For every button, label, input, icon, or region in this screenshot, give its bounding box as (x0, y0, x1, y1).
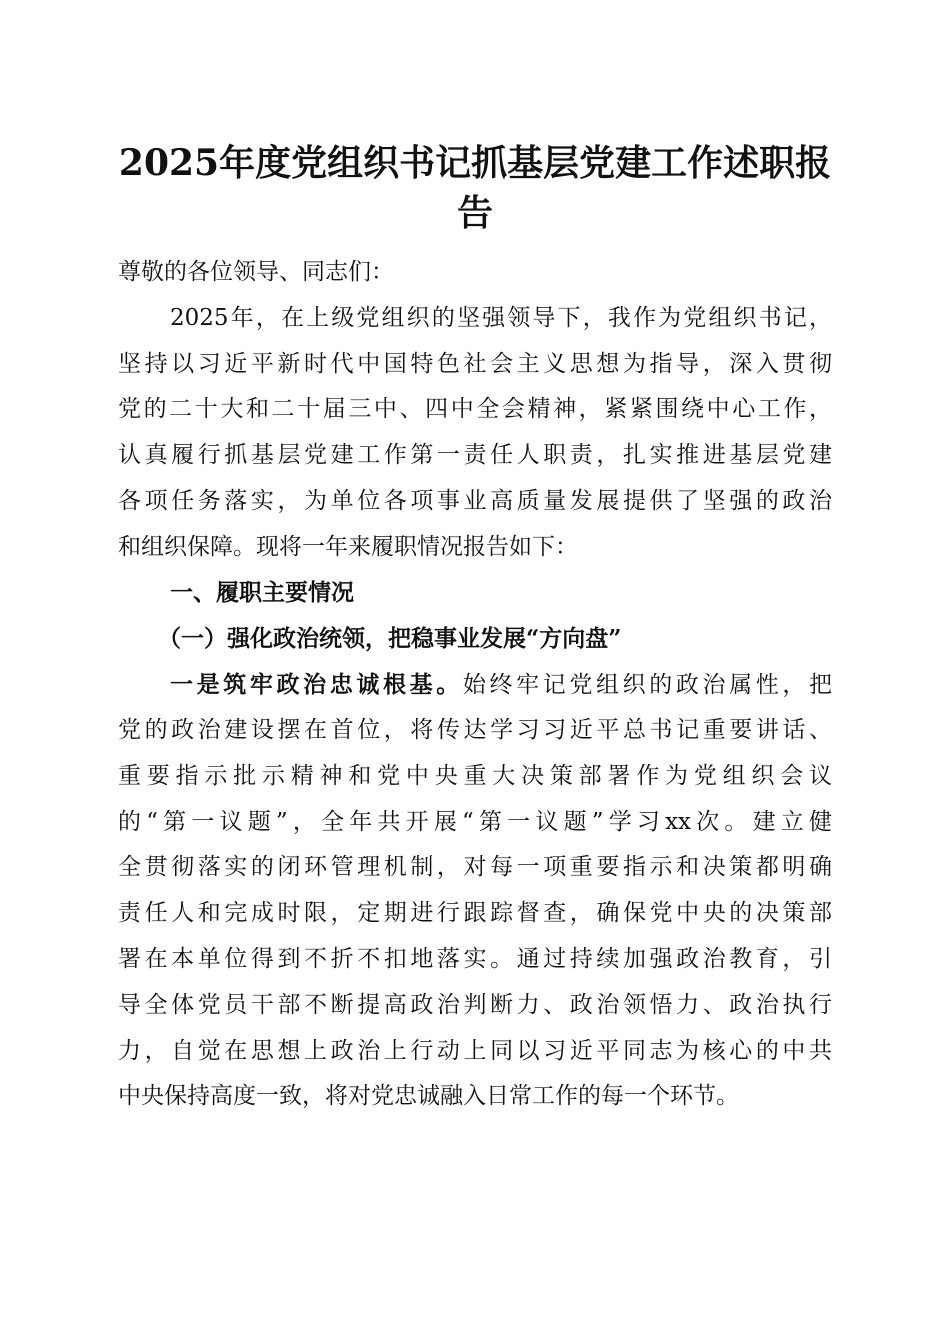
salutation: 尊敬的各位领导、同志们： (118, 259, 394, 285)
intro-line: 2025年，在上级党组织的坚强领导下，我作为党组织书记， (170, 304, 832, 331)
paragraph-line: 署在本单位得到不折不扣地落实。通过持续加强政治教育，引 (118, 945, 832, 972)
intro-line: 各项任务落实，为单位各项事业高质量发展提供了坚强的政治 (118, 487, 832, 514)
intro-line: 和组织保障。现将一年来履职情况报告如下： (118, 533, 578, 560)
section-heading: 一、履职主要情况 (170, 579, 354, 606)
paragraph-line: 导全体党员干部不断提高政治判断力、政治领悟力、政治执行 (118, 991, 832, 1018)
intro-line: 党的二十大和二十届三中、四中全会精神，紧紧围绕中心工作， (118, 396, 832, 423)
paragraph-line: 党的政治建设摆在首位，将传达学习习近平总书记重要讲话、 (118, 716, 832, 743)
paragraph-line: 力，自觉在思想上政治上行动上同以习近平同志为核心的中共 (118, 1037, 832, 1064)
title-line-2: 告 (456, 192, 493, 234)
intro-line: 认真履行抓基层党建工作第一责任人职责，扎实推进基层党建 (118, 442, 832, 469)
document-body (118, 250, 832, 1120)
paragraph-line: 的“第一议题”，全年共开展“第一议题”学习xx次。建立健 (118, 808, 832, 835)
title-line-1: 2025年度党组织书记抓基层党建工作述职报 (118, 142, 832, 184)
paragraph-line (118, 662, 832, 708)
paragraph-line: 重要指示批示精神和党中央重大决策部署作为党组织会议 (118, 762, 832, 789)
document-title (118, 138, 832, 238)
paragraph-line: 中央保持高度一致，将对党忠诚融入日常工作的每一个环节。 (118, 1083, 739, 1110)
paragraph-line: 责任人和完成时限，定期进行跟踪督查，确保党中央的决策部 (118, 900, 832, 927)
paragraph-lead: 一是筑牢政治忠诚根基。 (170, 671, 463, 699)
paragraph-text: 始终牢记党组织的政治属性，把 (462, 672, 832, 699)
subsection-heading: （一）强化政治统领，把稳事业发展“方向盘” (158, 625, 622, 653)
paragraph-line: 全贯彻落实的闭环管理机制，对每一项重要指示和决策都明确 (118, 854, 832, 881)
intro-line: 坚持以习近平新时代中国特色社会主义思想为指导，深入贯彻 (118, 350, 832, 377)
